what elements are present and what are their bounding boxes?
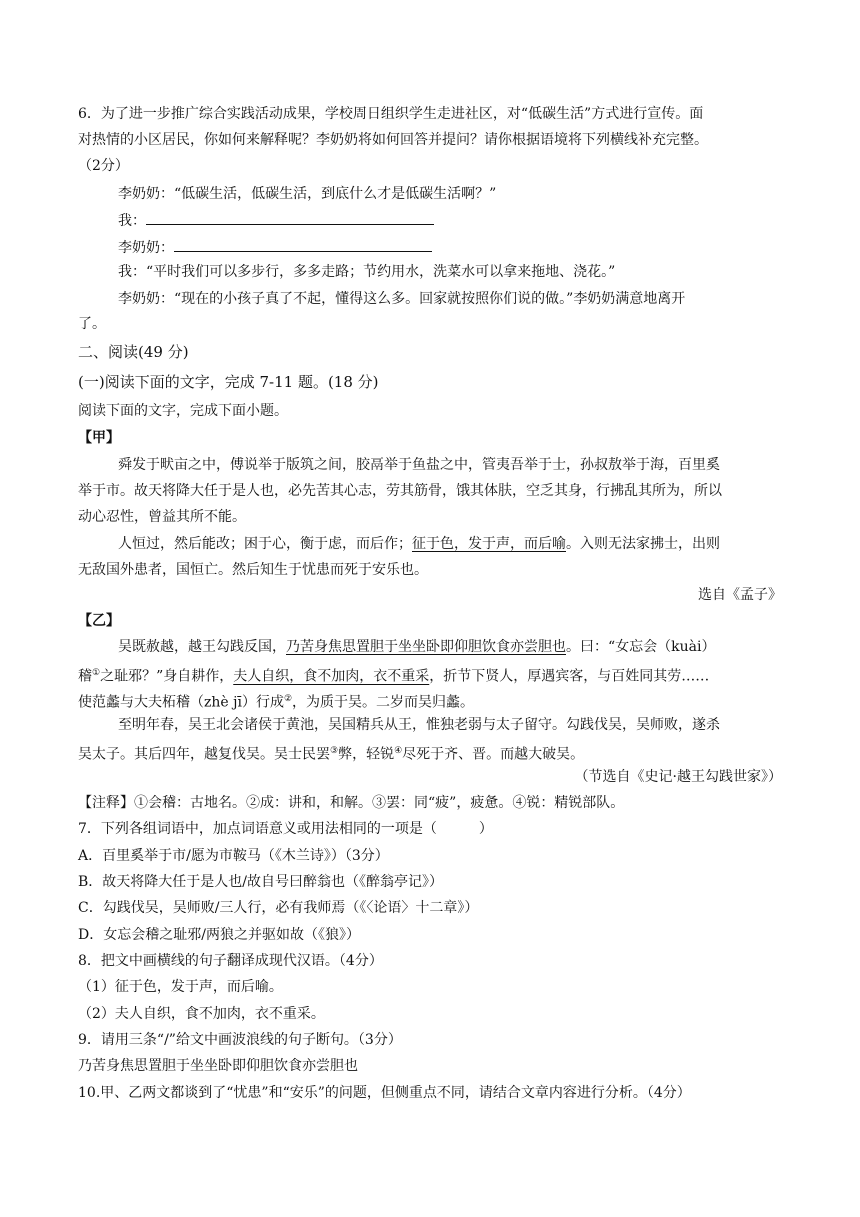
jia-underlined-sentence: 征于色，发于声，而后喻: [412, 536, 566, 552]
yi-p1-line2: [78, 663, 709, 687]
q10-stem: 10.甲、乙两文都谈到了“忧患”和“安乐”的问题，但侧重点不同，请结合文章内容进行分析。（4分）: [78, 1085, 691, 1101]
q7-option-a: A．百里奚举于市/愿为市鞍马（《木兰诗》）（3分）: [78, 848, 389, 864]
q6-dialogue-4: 我：“平时我们可以多步行，多多走路；节约用水，洗菜水可以拿来拖地、浇花。”: [118, 264, 616, 280]
footnote-marker-2: ②: [283, 694, 293, 704]
yi-text: 之耻邪？”身自耕作，: [100, 668, 234, 685]
q6-dialogue-2-label: 我：: [118, 213, 146, 229]
yi-p2-line1: 至明年春，吴王北会诸侯于黄池，吴国精兵从王，惟独老弱与太子留守。勾践伐吴，吴师败，遂杀: [118, 717, 720, 733]
q6-dialogue-3-label: 李奶奶：: [118, 240, 174, 256]
q6-dialogue-3: [118, 237, 432, 258]
q6-line1: 6．为了进一步推广综合实践活动成果，学校周日组织学生走进社区，对“低碳生活”方式进行宣传。面: [78, 106, 704, 122]
q7-stem: 7．下列各组词语中，加点词语意义或用法相同的一项是（ ）: [78, 821, 493, 837]
jia-p2-text: 人恒过，然后能改；困于心，衡于虑，而后作；: [118, 536, 412, 552]
yi-p1-text-end: 。曰：“女忘会（kuài）: [566, 639, 716, 655]
jia-p1-line3: 动心忍性，曾益其所不能。: [78, 509, 246, 525]
jia-p2-line2: 无敌国外患者，国恒亡。然后知生于忧患而死于安乐也。: [78, 562, 428, 578]
yi-source: （节选自《史记·越王勾践世家》）: [574, 769, 782, 785]
jia-p2-text-end: 。入则无法家拂士，出则: [566, 536, 720, 552]
footnote-marker-4: ④: [394, 746, 403, 756]
q8-sentence-1: （1）征于色，发于声，而后喻。: [78, 979, 283, 995]
yi-text: ，折节下贤人，厚遇宾客，与百姓同其劳……: [429, 668, 710, 685]
q6-dialogue-2: [118, 210, 434, 231]
yi-text: 稽: [78, 668, 92, 685]
q7-option-b: B．故天将降大任于是人也/故自号曰醉翁也（《醉翁亭记》）: [78, 874, 444, 890]
yi-text: 弊，轻锐: [338, 746, 395, 763]
section2-subtitle: (一)阅读下面的文字，完成 7-11 题。(18 分): [78, 373, 379, 391]
q6-answer-blank-1[interactable]: [146, 210, 434, 225]
yi-label: 【乙】: [78, 613, 120, 629]
yi-p1-line1: [118, 637, 715, 657]
q7-option-c: C．勾践伐吴，吴师败/三人行，必有我师焉（《〈论语〉十二章》）: [78, 900, 479, 916]
q9-text: 乃苦身焦思置胆于坐坐卧即仰胆饮食亦尝胆也: [78, 1058, 358, 1074]
notes: 【注释】①会稽：古地名。②成：讲和，和解。③罢：同“疲”，疲惫。④锐：精锐部队。: [78, 795, 625, 811]
jia-p1-line1: 舜发于畎亩之中，傅说举于版筑之间，胶鬲举于鱼盐之中，管夷吾举于士，孙叔敖举于海，百里奚: [118, 457, 720, 473]
q6-dialogue-5b: 了。: [78, 316, 106, 332]
yi-wavy-sentence: 乃苦身焦思置胆于坐坐卧即仰胆饮食亦尝胆也: [286, 639, 566, 655]
q9-stem: 9．请用三条“/”给文中画波浪线的句子断句。（3分）: [78, 1032, 402, 1048]
yi-text: 尽死于齐、晋。而越大破吴。: [402, 746, 585, 763]
q8-stem: 8．把文中画横线的句子翻译成现代汉语。（4分）: [78, 953, 383, 969]
q6-dialogue-5a: 李奶奶：“现在的小孩子真了不起，懂得这么多。回家就按照你们说的做。”李奶奶满意地离开: [118, 291, 686, 307]
q6-line2: 对热情的小区居民，你如何来解释呢？李奶奶将如何回答并提问？请你根据语境将下列横线补充完整。: [78, 132, 708, 148]
footnote-marker-1: ①: [92, 668, 101, 678]
yi-p1-line3: [78, 689, 474, 713]
yi-p1-text: 吴既赦越，越王勾践反国，: [118, 639, 286, 655]
q6-score: （2分）: [78, 158, 129, 174]
jia-label: 【甲】: [78, 430, 120, 446]
q6-answer-blank-2[interactable]: [174, 237, 432, 252]
q8-sentence-2: （2）夫人自织，食不加肉，衣不重采。: [78, 1006, 325, 1022]
footnote-marker-3: ③: [330, 746, 339, 756]
yi-underlined-sentence: 夫人自织，食不加肉，衣不重采: [233, 668, 430, 685]
q6-dialogue-1: 李奶奶：“低碳生活，低碳生活，到底什么才是低碳生活啊？”: [118, 186, 497, 202]
section2-title: 二、阅读(49 分): [78, 343, 189, 361]
yi-text: 吴太子。其后四年，越复伐吴。吴士民罢: [78, 746, 330, 763]
section2-intro: 阅读下面的文字，完成下面小题。: [78, 403, 288, 419]
jia-source: 选自《孟子》: [698, 587, 782, 603]
yi-text: ，为质于吴。二岁而吴归蠡。: [292, 694, 475, 711]
yi-text: 使范蠡与大夫柘稽（zhè jī）行成: [78, 694, 284, 711]
yi-p2-line2: [78, 741, 584, 765]
jia-p1-line2: 举于市。故天将降大任于是人也，必先苦其心志，劳其筋骨，饿其体肤，空乏其身，行拂乱其所为，所以: [78, 483, 722, 499]
jia-p2-line1: [118, 534, 720, 554]
q7-option-d: D．女忘会稽之耻邪/两狼之并驱如故（《狼》）: [78, 927, 360, 943]
